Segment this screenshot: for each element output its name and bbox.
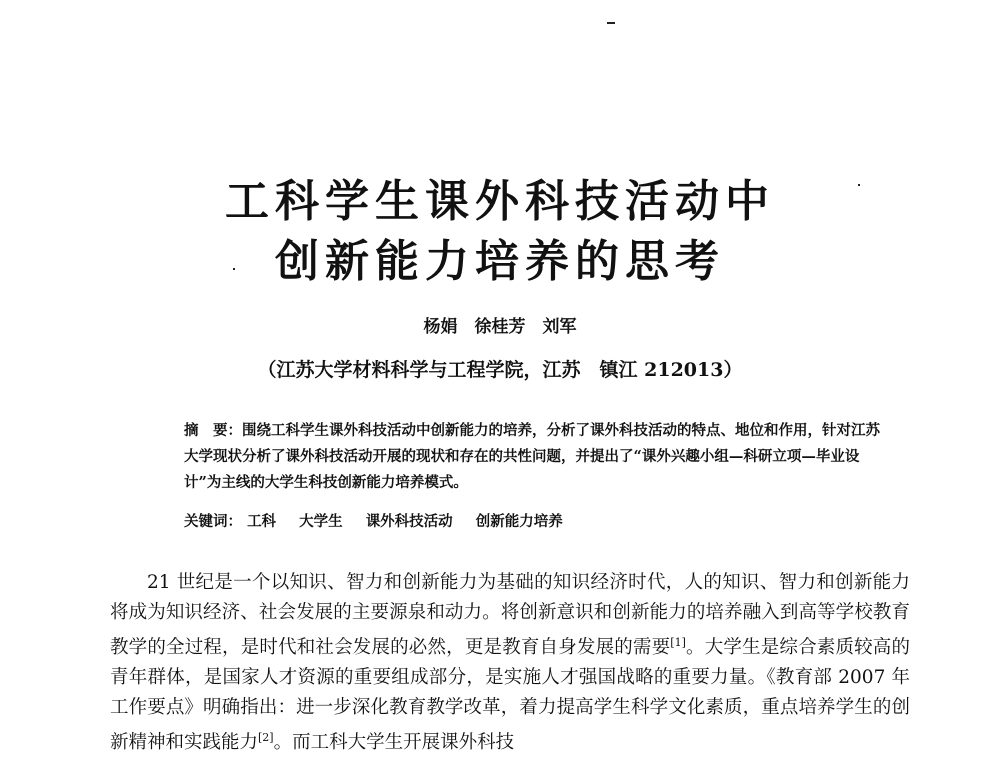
- author-affiliation: （江苏大学材料科学与工程学院，江苏 镇江 212013）: [257, 359, 743, 381]
- abstract-label: 摘 要：: [184, 422, 242, 439]
- scan-speck: [607, 22, 615, 24]
- body-text-segment: 21 世纪是一个以知识、智力和创新能力为基础的知识经济时代，人的知识、智力和创新能力将成为知识经济、社会发展的主要源泉和动力。将创新意识和创新能力的培养融入到高等学校教育教学的全过程，是时代和社会发展的必然，更是教育自身发展的需要: [110, 572, 910, 658]
- citation-ref: [2]: [258, 731, 274, 744]
- body-text-segment: 。而工科大学生开展课外科技: [273, 732, 515, 753]
- keyword-item: 工科: [247, 513, 277, 530]
- citation-ref: [1]: [670, 636, 686, 649]
- keywords: [184, 510, 581, 531]
- abstract: [150, 418, 890, 496]
- paper-title-line-1: 工科学生课外科技活动中: [225, 176, 775, 227]
- body-text: [110, 568, 910, 758]
- keyword-item: 大学生: [299, 513, 343, 530]
- abstract-text: 围绕工科学生课外科技活动中创新能力的培养，分析了课外科技活动的特点、地位和作用，针对江苏大学现状分析了课外科技活动开展的现状和存在的共性问题，并提出了“课外兴趣小组—科研立项—毕业设计”为主线的大学生科技创新能力培养模式。: [184, 422, 880, 491]
- body-paragraph: [110, 568, 910, 758]
- keyword-item: 创新能力培养: [475, 513, 563, 530]
- paper-title-line-2: 创新能力培养的思考: [275, 236, 725, 287]
- author-list: 杨娟 徐桂芳 刘军: [423, 317, 577, 337]
- keyword-item: 课外科技活动: [365, 513, 453, 530]
- body-text-segment: 。大学生是综合素质较高的青年群体，是国家人才资源的重要组成部分，是实施人才强国战略的重要力量。《教育部 2007 年工作要点》明确指出：进一步深化教育教学改革，着力提高学生科学文化素质，重点培养学生的创新精神和实践能力: [110, 637, 910, 753]
- keywords-label: 关键词：: [184, 513, 242, 530]
